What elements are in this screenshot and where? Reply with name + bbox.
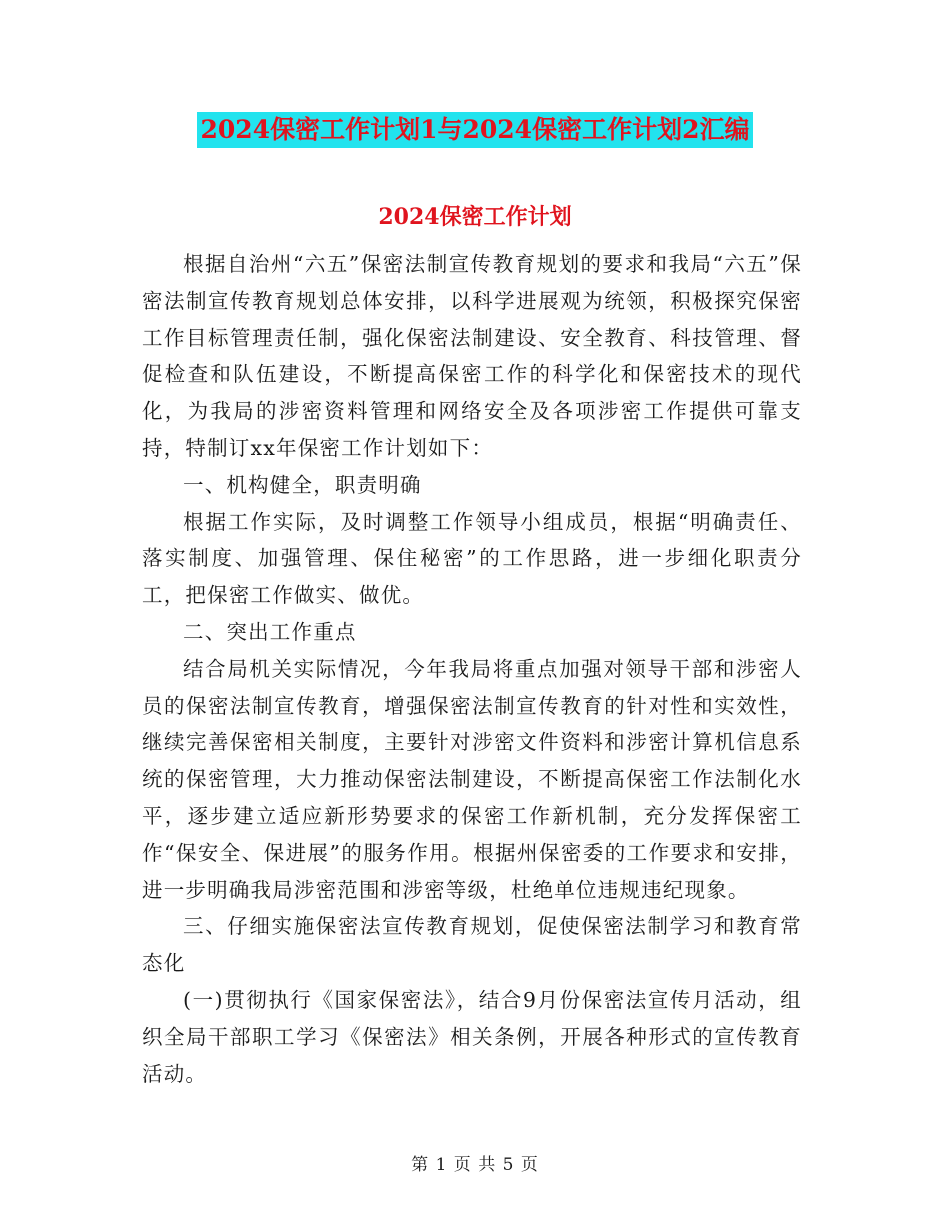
paragraph-three-one: (一)贯彻执行《国家保密法》，结合9月份保密法宣传月活动，组织全局干部职工学习《保密法》相关条例，开展各种形式的宣传教育活动。 [142, 987, 802, 1086]
section-title: 2024保密工作计划 [378, 204, 572, 230]
document-title-wrap [0, 112, 950, 148]
heading-two: 二、突出工作重点 [183, 619, 357, 644]
document-body [142, 246, 802, 1092]
heading-three: 三、仔细实施保密法宣传教育规划，促使保密法制学习和教育常态化 [142, 914, 802, 976]
document-title: 2024保密工作计划1与2024保密工作计划2汇编 [197, 112, 754, 148]
paragraph-one: 根据工作实际，及时调整工作领导小组成员，根据“明确责任、落实制度、加强管理、保住秘密”的工作思路，进一步细化职责分工，把保密工作做实、做优。 [142, 509, 802, 608]
paragraph-two: 结合局机关实际情况，今年我局将重点加强对领导干部和涉密人员的保密法制宣传教育，增强保密法制宣传教育的针对性和实效性，继续完善保密相关制度，主要针对涉密文件资料和涉密计算机信息系统的保密管理，大力推动保密法制建设，不断提高保密工作法制化水平，逐步建立适应新形势要求的保密工作新机制，充分发挥保密工作“保安全、保进展”的服务作用。根据州保密委的工作要求和安排，进一步明确我局涉密范围和涉密等级，杜绝单位违规违纪现象。 [142, 656, 802, 902]
page-footer: 第 1 页 共 5 页 [411, 1155, 539, 1175]
heading-one: 一、机构健全，职责明确 [183, 472, 422, 497]
paragraph-intro: 根据自治州“六五”保密法制宣传教育规划的要求和我局“六五”保密法制宣传教育规划总体安排，以科学进展观为统领，积极探究保密工作目标管理责任制，强化保密法制建设、安全教育、科技管理、督促检查和队伍建设，不断提高保密工作的科学化和保密技术的现代化，为我局的涉密资料管理和网络安全及各项涉密工作提供可靠支持，特制订xx年保密工作计划如下： [142, 252, 802, 460]
